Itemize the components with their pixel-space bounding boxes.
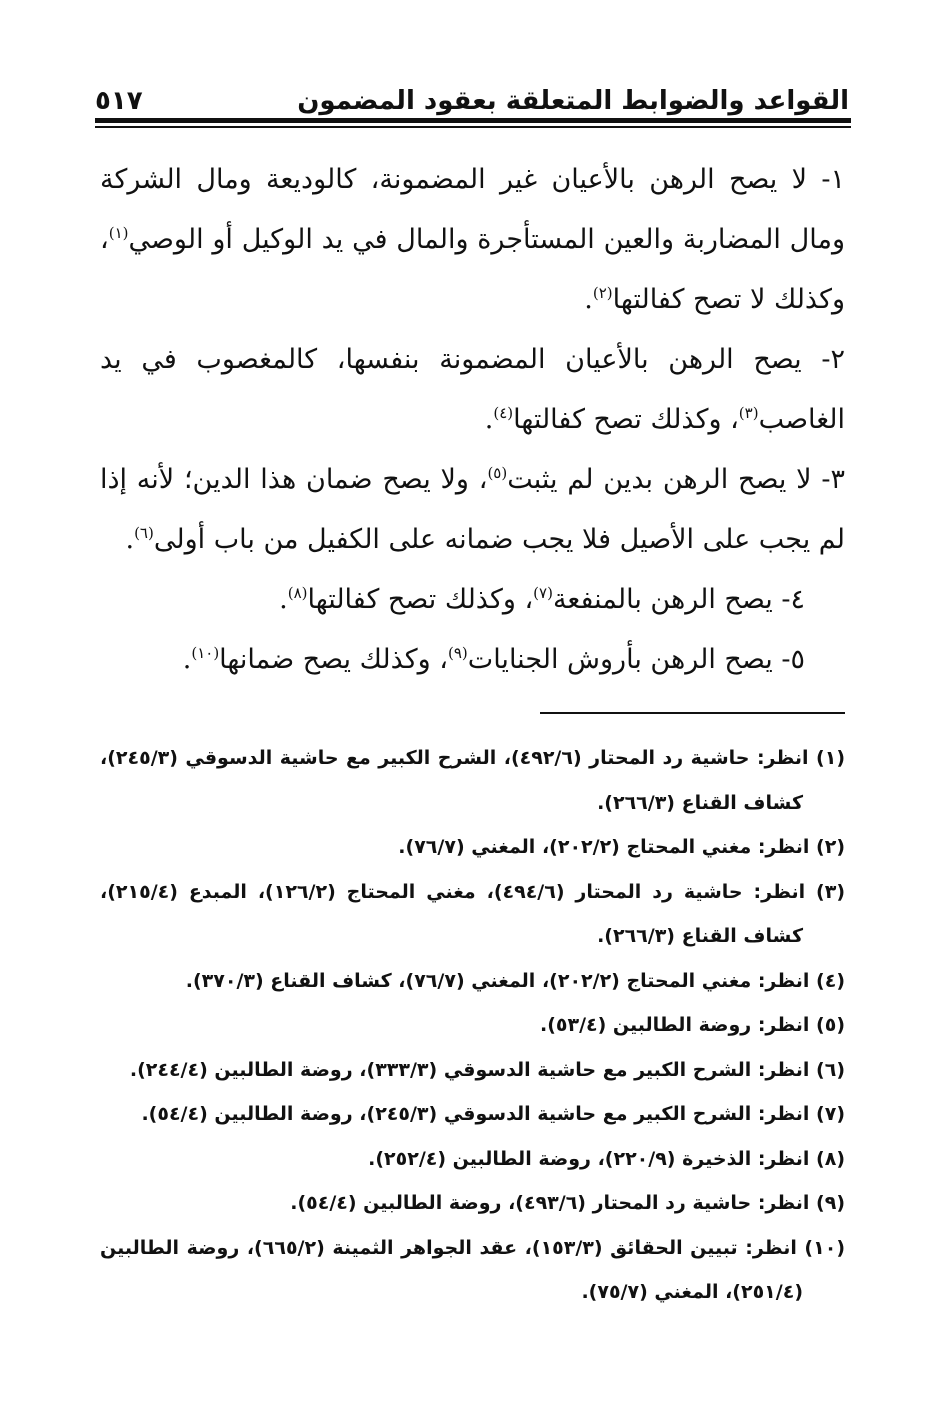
footnote-ref: (٦)	[134, 524, 154, 542]
footnote: (٣) انظر: حاشية رد المحتار (٤٩٤/٦)، مغني المحتاج (١٢٦/٢)، المبدع (٢١٥/٤)، كشاف القناع (٢٦٦/٣).	[100, 880, 845, 947]
footnote-ref: (٧)	[533, 584, 553, 602]
main-text-run: ، وكذلك تصح كفالتها	[513, 404, 739, 435]
footnote-ref: (٩)	[448, 644, 468, 662]
footnote: (٧) انظر: الشرح الكبير مع حاشية الدسوقي (٢٤٥/٣)، روضة الطالبين (٥٤/٤).	[141, 1103, 845, 1125]
main-text	[100, 150, 845, 690]
main-text-run: .	[279, 584, 288, 615]
main-item	[100, 150, 845, 330]
main-item	[100, 570, 845, 630]
main-text-run: .	[182, 644, 192, 675]
footnote-ref: (٥)	[487, 464, 508, 482]
footnote-separator	[540, 712, 845, 714]
header-rule-thin	[95, 126, 851, 128]
main-text-run: ٢- يصح الرهن بالأعيان المضمونة بنفسها، كالمغصوب في يد الغاصب	[100, 344, 845, 435]
footnote: (٩) انظر: حاشية رد المحتار (٤٩٣/٦)، روضة الطالبين (٥٤/٤).	[290, 1192, 845, 1214]
footnote: (١٠) انظر: تبيين الحقائق (١٥٣/٣)، عقد الجواهر الثمينة (٦٦٥/٢)، روضة الطالبين (٢٥١/٤)، المغني (٧٥/٧).	[100, 1236, 845, 1303]
main-text-run: .	[584, 284, 593, 315]
footnote: (٥) انظر: روضة الطالبين (٥٣/٤).	[539, 1014, 845, 1036]
main-item	[100, 330, 845, 450]
header-rule-thick	[95, 118, 851, 123]
running-title: القواعد والضوابط المتعلقة بعقود المضمون	[297, 86, 849, 116]
footnote: (١) انظر: حاشية رد المحتار (٤٩٢/٦)، الشرح الكبير مع حاشية الدسوقي (٢٤٥/٣)، كشاف القناع (٢٦٦/٣).	[100, 747, 845, 814]
footnote: (٢) انظر: مغني المحتاج (٢٠٢/٢)، المغني (٧٦/٧).	[398, 836, 845, 858]
footnote-ref: (٨)	[287, 584, 308, 602]
main-text-run: ، وكذلك تصح كفالتها	[307, 584, 534, 615]
footnote-ref: (٢)	[592, 284, 613, 302]
main-item	[100, 450, 845, 570]
footnote-ref: (١٠)	[191, 644, 220, 662]
main-text-run: ، ولا يصح ضمان هذا الدين؛ لأنه إذا لم يجب على الأصيل فلا يجب ضمانه على الكفيل من باب أولى	[100, 464, 845, 555]
footnote-ref: (٣)	[738, 404, 759, 422]
main-text-run: .	[125, 524, 135, 555]
page-number: ٥١٧	[95, 86, 143, 116]
main-text-run: .	[484, 404, 494, 435]
footnote: (٦) انظر: الشرح الكبير مع حاشية الدسوقي (٣٣٣/٣)، روضة الطالبين (٢٤٤/٤).	[129, 1058, 845, 1081]
footnote: (٨) انظر: الذخيرة (٢٢٠/٩)، روضة الطالبين (٢٥٢/٤).	[368, 1147, 845, 1170]
main-text-run: ١- لا يصح الرهن بالأعيان غير المضمونة، كالوديعة ومال الشركة ومال المضاربة والعين المستأجرة والمال في يد الوكيل أو الوصي	[100, 164, 845, 255]
footnote: (٤) انظر: مغني المحتاج (٢٠٢/٢)، المغني (٧٦/٧)، كشاف القناع (٣٧٠/٣).	[185, 969, 845, 992]
main-item	[100, 630, 845, 690]
footnote-ref: (١)	[108, 224, 129, 242]
footnote-ref: (٤)	[493, 404, 514, 422]
footnotes	[100, 736, 845, 1315]
page-header	[95, 78, 849, 116]
main-text-run: ٥- يصح الرهن بأروش الجنايات	[467, 644, 805, 675]
main-text-run: ، وكذلك يصح ضمانها	[219, 644, 448, 675]
main-text-run: ، وكذلك لا تصح كفالتها	[100, 224, 845, 315]
main-text-run: ٤- يصح الرهن بالمنفعة	[552, 584, 805, 615]
main-text-run: ٣- لا يصح الرهن بدين لم يثبت	[507, 464, 845, 495]
